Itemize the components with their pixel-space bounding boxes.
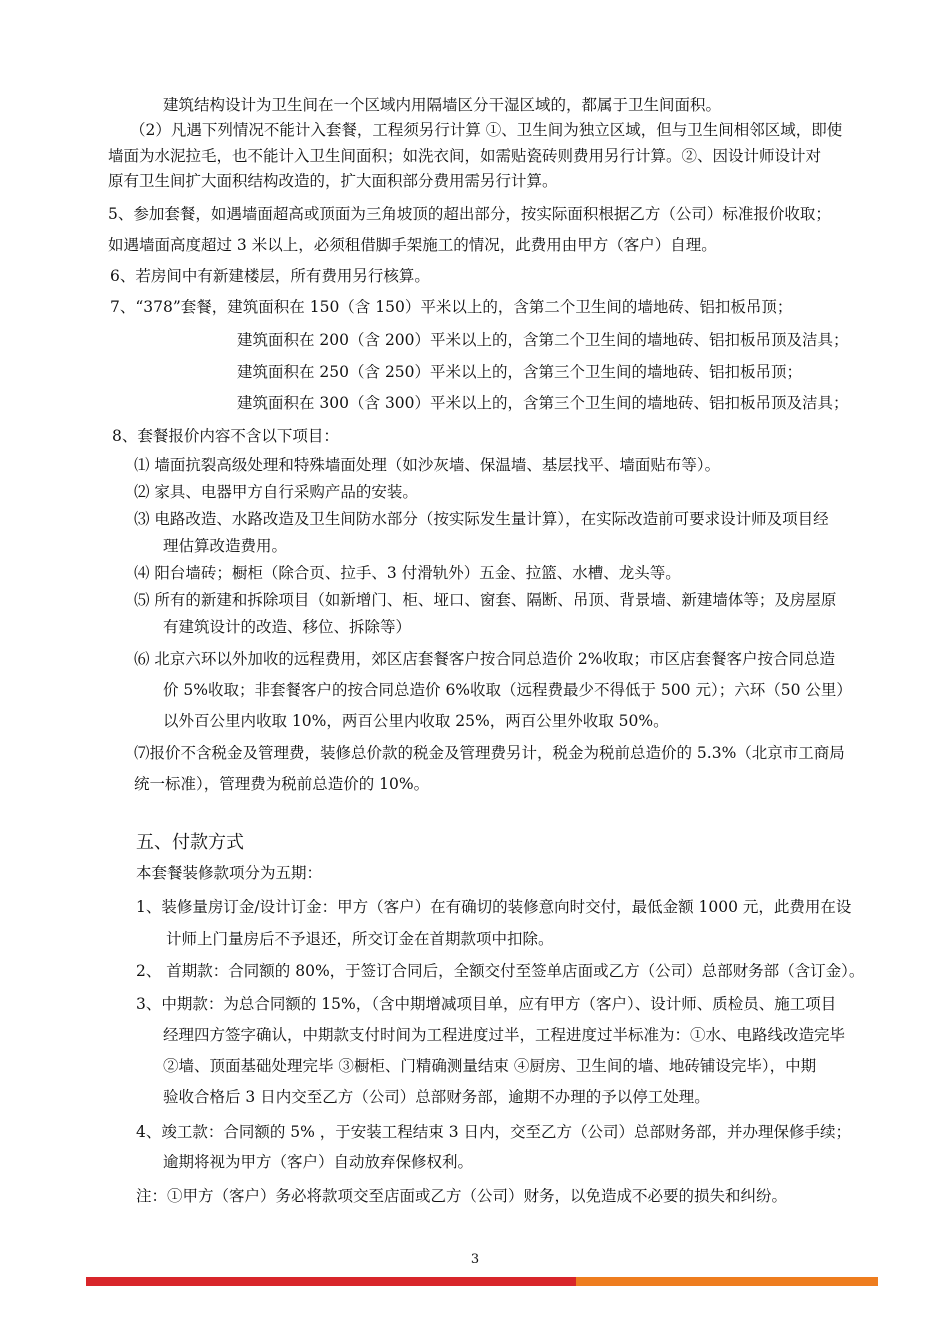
text-line: 2、 首期款：合同额的 80%，于签订合同后，全额交付至签单店面或乙方（公司）总部财务部（含订金）。 [136,962,865,980]
list-item-continuation: 价 5%收取；非套餐客户的按合同总造价 6%收取（远程费最少不得低于 500 元）；六环（50 公里） [163,681,852,699]
text-line: （2）凡遇下列情况不能计入套餐，工程须另行计算 ①、卫生间为独立区域，但与卫生间相邻区域，即使 [130,121,843,139]
text-line: 建筑结构设计为卫生间在一个区域内用隔墙区分干湿区域的，都属于卫生间面积。 [163,96,722,114]
text-line: 6、若房间中有新建楼层，所有费用另行核算。 [110,267,430,285]
list-item-continuation: 以外百公里内收取 10%，两百公里内收取 25%，两百公里外收取 50%。 [163,712,669,730]
text-line: 计师上门量房后不予退还，所交订金在首期款项中扣除。 [166,930,554,948]
text-line: 验收合格后 3 日内交至乙方（公司）总部财务部，逾期不办理的予以停工处理。 [163,1088,710,1106]
text-line: 建筑面积在 250（含 250）平米以上的，含第三个卫生间的墙地砖、铝扣板吊顶； [237,363,803,381]
text-line: ②墙、顶面基础处理完毕 ③橱柜、门精确测量结束 ④厨房、卫生间的墙、地砖铺设完毕），中期 [163,1057,817,1075]
list-item: ⑹ 北京六环以外加收的远程费用，郊区店套餐客户按合同总造价 2%收取；市区店套餐客户按合同总造 [134,650,835,668]
text-line: 如遇墙面高度超过 3 米以上，必须租借脚手架施工的情况，此费用由甲方（客户）自理。 [108,236,717,254]
text-line: 1、装修量房订金/设计订金：甲方（客户）在有确切的装修意向时交付，最低金额 1000 元，此费用在设 [136,898,852,916]
footer-bar-orange [576,1277,878,1286]
list-item-continuation: 统一标准），管理费为税前总造价的 10%。 [134,775,430,793]
list-item: ⑶ 电路改造、水路改造及卫生间防水部分（按实际发生量计算），在实际改造前可要求设计师及项目经 [134,510,829,528]
text-line: 经理四方签字确认，中期款支付时间为工程进度过半，工程进度过半标准为：①水、电路线改造完毕 [163,1026,846,1044]
list-item: ⑺报价不含税金及管理费，装修总价款的税金及管理费另计，税金为税前总造价的 5.3%（北京市工商局 [134,744,845,762]
text-line: 3、中期款：为总合同额的 15%，（含中期增减项目单，应有甲方（客户）、设计师、质检员、施工项目 [136,995,837,1013]
text-line: 4、竣工款：合同额的 5% ，于安装工程结束 3 日内，交至乙方（公司）总部财务部，并办理保修手续； [136,1123,852,1141]
text-line: 5、参加套餐，如遇墙面超高或顶面为三角坡顶的超出部分，按实际面积根据乙方（公司）标准报价收取； [108,205,831,223]
list-item: ⑷ 阳台墙砖；橱柜（除合页、拉手、3 付滑轨外）五金、拉篮、水槽、龙头等。 [134,564,681,582]
text-line: 7、“378”套餐，建筑面积在 150（含 150）平米以上的，含第二个卫生间的墙地砖、铝扣板吊顶； [110,298,793,316]
list-item: ⑸ 所有的新建和拆除项目（如新增门、柜、垭口、窗套、隔断、吊顶、背景墙、新建墙体等；及房屋原 [134,591,837,609]
list-item-continuation: 理估算改造费用。 [163,537,288,555]
text-line: 8、套餐报价内容不含以下项目： [112,427,339,445]
section-heading: 五、付款方式 [136,832,244,853]
text-line: 逾期将视为甲方（客户）自动放弃保修权利。 [163,1153,474,1171]
page-number: 3 [470,1252,480,1267]
text-line: 本套餐装修款项分为五期： [136,864,323,882]
text-line: 注：①甲方（客户）务必将款项交至店面或乙方（公司）财务，以免造成不必要的损失和纠纷。 [136,1187,788,1205]
text-line: 建筑面积在 200（含 200）平米以上的，含第二个卫生间的墙地砖、铝扣板吊顶及洁具； [237,331,849,349]
text-line: 建筑面积在 300（含 300）平米以上的，含第三个卫生间的墙地砖、铝扣板吊顶及洁具； [237,394,849,412]
text-line: 原有卫生间扩大面积结构改造的，扩大面积部分费用需另行计算。 [108,172,558,190]
footer-bar-red [86,1277,576,1286]
list-item: ⑴ 墙面抗裂高级处理和特殊墙面处理（如沙灰墙、保温墙、基层找平、墙面贴布等）。 [134,456,721,474]
list-item-continuation: 有建筑设计的改造、移位、拆除等） [163,618,412,636]
list-item: ⑵ 家具、电器甲方自行采购产品的安装。 [134,483,418,501]
text-line: 墙面为水泥拉毛，也不能计入卫生间面积；如洗衣间，如需贴瓷砖则费用另行计算。②、因设计师设计对 [108,147,822,165]
